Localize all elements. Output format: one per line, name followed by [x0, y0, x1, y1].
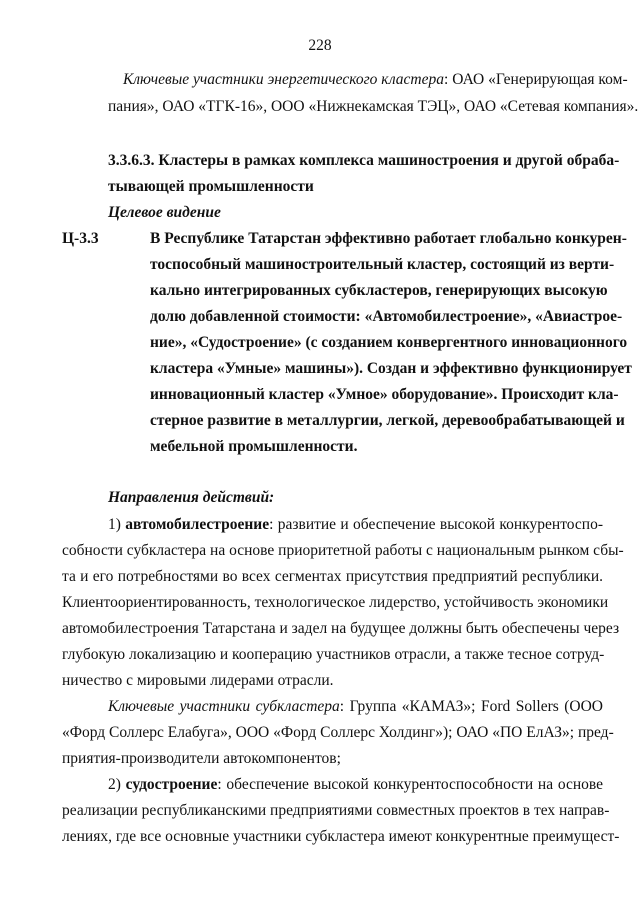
vision-line-6: кластера «Умные» машины»). Создан и эффективно функционирует [150, 360, 632, 377]
auto-term: автомобилестроение [125, 516, 270, 533]
vision-line-3: кально интегрированных субкластеров, генерирующих высокую [150, 282, 608, 299]
vision-line-4: долю добавленной стоимости: «Автомобилестроение», «Авиастрое- [150, 308, 623, 325]
target-vision-heading: Целевое видение [108, 204, 221, 221]
vision-line-1: В Республике Татарстан эффективно работает глобально конкурен- [150, 230, 627, 247]
auto-line-3: та и его потребностями во всех сегментах присутствия предприятий республики. [62, 568, 603, 585]
auto-line-7: ничество с мировыми лидерами отрасли. [62, 672, 334, 689]
auto-participants-line-2: «Форд Соллерс Елабуга», ООО «Форд Соллерс Холдинг»); ОАО «ПО ЕлАЗ»; пред- [62, 724, 614, 741]
ship-term: судостроение [125, 776, 218, 793]
section-title-line-2: тывающей промышленности [108, 178, 314, 195]
vision-line-9: мебельной промышленности. [150, 438, 358, 455]
section-title-line-1: 3.3.6.3. Кластеры в рамках комплекса машиностроения и другой обраба- [108, 152, 620, 169]
auto-participants-label: Ключевые участники субкластера [108, 698, 340, 715]
energy-participants-line-2: пания», ОАО «ТГК-16», ООО «Нижнекамская ТЭЦ», ОАО «Сетевая компания». [108, 98, 639, 115]
auto-participants-line-3: приятия-производители автокомпонентов; [62, 750, 341, 767]
auto-line-6: глубокую локализацию и кооперацию участников отрасли, а также тесное сотруд- [62, 646, 605, 663]
auto-line-1: 1) автомобилестроение: развитие и обеспечение высокой конкурентоспо- [108, 516, 603, 533]
auto-participants-line-1: Ключевые участники субкластера: Группа «КАМАЗ»; Ford Sollers (ООО [108, 698, 603, 715]
ship-line-1: 2) судостроение: обеспечение высокой конкурентоспособности на основе [108, 776, 603, 793]
auto-line-5: автомобилестроения Татарстана и задел на будущее должны быть обеспечены через [62, 620, 620, 637]
ship-line-3: лениях, где все основные участники субкластера имеют конкурентные преимущест- [62, 828, 620, 845]
energy-participants-line-1: Ключевые участники энергетического кластера: ОАО «Генерирующая ком- [123, 71, 628, 88]
ship-line-2: реализации республиканскими предприятиями совместных проектов в тех направ- [62, 802, 610, 819]
vision-line-8: стерное развитие в металлургии, легкой, деревообрабатывающей и [150, 412, 625, 429]
vision-line-5: ние», «Судостроение» (с созданием конвергентного инновационного [150, 334, 628, 351]
page-number: 228 [308, 37, 332, 54]
target-code: Ц-3.3 [62, 230, 99, 247]
vision-line-2: тоспособный машиностроительный кластер, состоящий из верти- [150, 256, 615, 273]
auto-line-2: собности субкластера на основе приоритетной работы с национальным рынком сбы- [62, 542, 624, 559]
directions-heading: Направления действий: [108, 489, 275, 506]
auto-line-4: Клиентоориентированность, технологическое лидерство, устойчивость экономики [62, 594, 609, 611]
energy-participants-label: Ключевые участники энергетического кластера [123, 71, 445, 88]
vision-line-7: инновационный кластер «Умное» оборудование». Происходит кла- [150, 386, 619, 403]
